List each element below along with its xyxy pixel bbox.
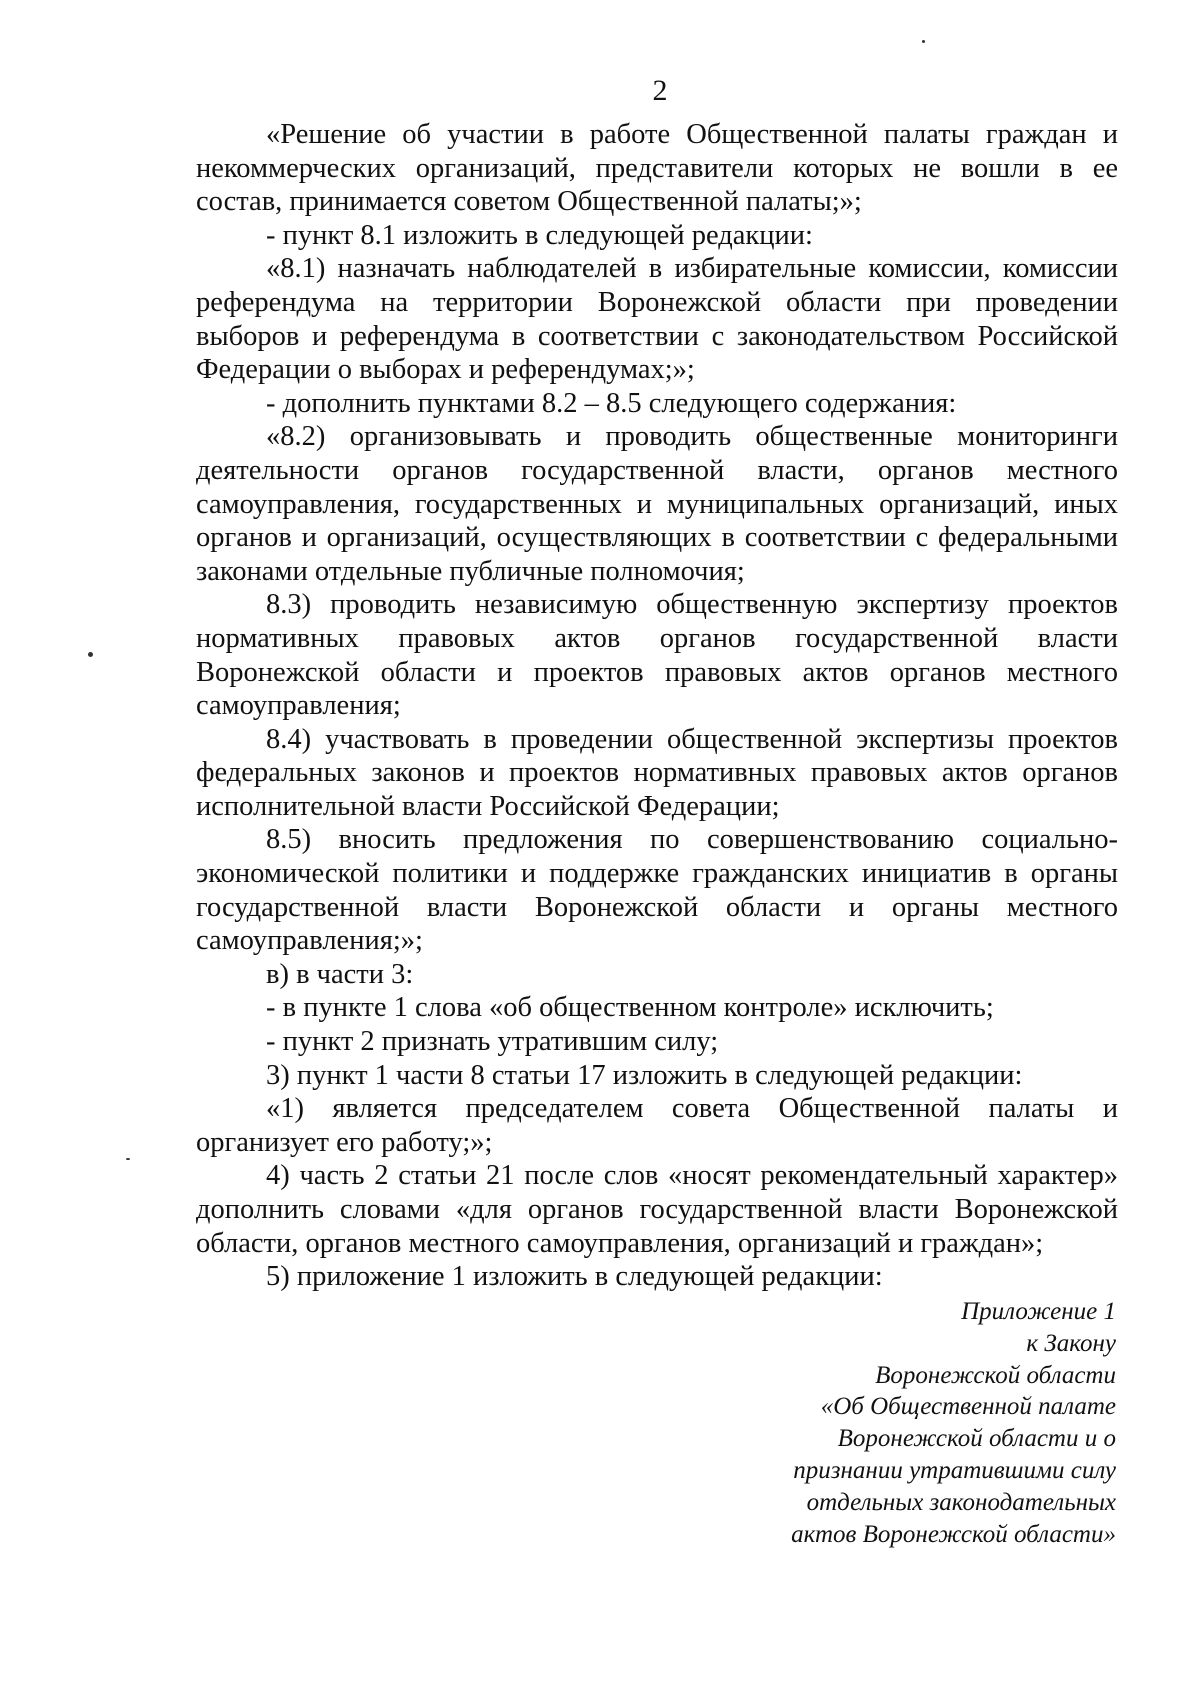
appendix-line: «Об Общественной палате <box>820 1393 1116 1421</box>
page-number: 2 <box>652 74 668 107</box>
paragraph: - пункт 8.1 изложить в следующей редакции: <box>266 219 813 251</box>
appendix-line: Воронежской области и о <box>837 1425 1116 1453</box>
document-body <box>196 118 1118 1294</box>
paragraph: «Решение об участии в работе Общественной палаты граждан и некоммерческих организаций, представители которых не вошли в ее состав, принимается советом Общественной палаты;»; <box>196 119 1118 218</box>
paragraph: - дополнить пунктами 8.2 – 8.5 следующего содержания: <box>266 387 957 419</box>
paragraph: 8.4) участвовать в проведении общественной экспертизы проектов федеральных законов и проектов нормативных правовых актов органов исполнительной власти Российской Федерации; <box>196 723 1118 822</box>
paragraph: «8.2) организовывать и проводить общественные мониторинги деятельности органов государственной власти, органов местного самоуправления, государственных и муниципальных организаций, иных органов и организаций, осуществляющих в соответствии с федеральными законами отдельные публичные полномочия; <box>196 421 1118 587</box>
scan-speck <box>922 40 925 43</box>
paragraph: - пункт 2 признать утратившим силу; <box>266 1026 719 1058</box>
paragraph: «1) является председателем совета Общественной палаты и организует его работу;»; <box>196 1093 1118 1158</box>
paragraph: «8.1) назначать наблюдателей в избирательные комиссии, комиссии референдума на территории Воронежской области при проведении выборов и референдума в соответствии с законодательством Российской Федерации о выборах и референдумах;»; <box>196 253 1118 386</box>
paragraph: 4) часть 2 статьи 21 после слов «носят рекомендательный характер» дополнить словами «для органов государственной власти Воронежской области, органов местного самоуправления, организаций и граждан»; <box>196 1160 1118 1259</box>
appendix-heading <box>700 1296 1116 1550</box>
scan-speck <box>88 652 93 657</box>
appendix-line: отдельных законодательных <box>806 1488 1116 1516</box>
appendix-line: Воронежской области <box>875 1361 1116 1389</box>
paragraph: 8.3) проводить независимую общественную экспертизу проектов нормативных правовых актов органов государственной власти Воронежской области и проектов правовых актов органов местного самоуправления; <box>196 589 1118 722</box>
paragraph: в) в части 3: <box>266 958 414 990</box>
appendix-line: к Закону <box>1026 1329 1116 1357</box>
paragraph: 8.5) вносить предложения по совершенствованию социально-экономической политики и поддержке гражданских инициатив в органы государственной власти Воронежской области и органы местного самоуправления;»; <box>196 824 1118 957</box>
paragraph: 3) пункт 1 части 8 статьи 17 изложить в следующей редакции: <box>266 1059 1023 1091</box>
appendix-line: признании утратившими силу <box>793 1456 1116 1484</box>
appendix-line: актов Воронежской области» <box>791 1520 1116 1548</box>
scan-speck <box>126 1158 130 1160</box>
paragraph: 5) приложение 1 изложить в следующей редакции: <box>266 1261 883 1293</box>
appendix-line: Приложение 1 <box>961 1298 1116 1325</box>
paragraph: - в пункте 1 слова «об общественном контроле» исключить; <box>266 992 994 1024</box>
